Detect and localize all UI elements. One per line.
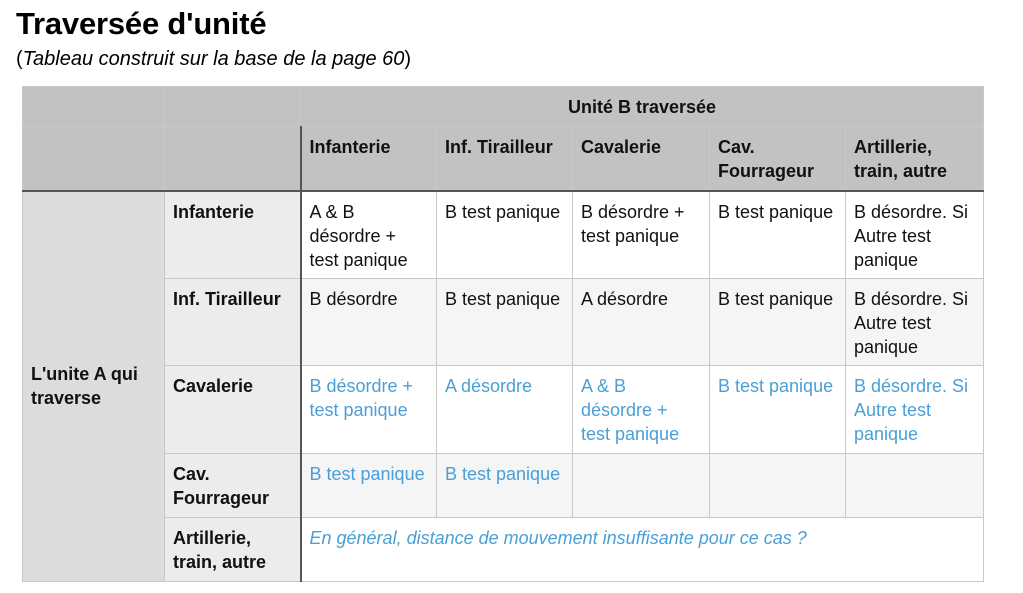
row-header-cavalerie: Cavalerie [165, 366, 301, 454]
table-cell: B désordre. Si Autre test panique [846, 191, 984, 279]
corner-cell-bottom-left [23, 127, 165, 191]
corner-cell-top-right [165, 87, 301, 127]
table-cell: B désordre + test panique [301, 366, 437, 454]
subtitle-open-paren: ( [16, 48, 23, 70]
table-cell: B test panique [437, 454, 573, 518]
column-header-infanterie: Infanterie [301, 127, 437, 191]
page-subtitle [16, 48, 411, 71]
table-cell: B test panique [437, 191, 573, 279]
table-cell: A & B désordre + test panique [301, 191, 437, 279]
table-cell: A désordre [573, 279, 710, 366]
table-cell: B désordre [301, 279, 437, 366]
table-cell: A désordre [437, 366, 573, 454]
column-header-cavalerie: Cavalerie [573, 127, 710, 191]
table-cell: A & B désordre + test panique [573, 366, 710, 454]
row-header-artillerie: Artillerie, train, autre [165, 518, 301, 582]
column-header-inf-tirailleur: Inf. Tirailleur [437, 127, 573, 191]
column-header-cav-fourrageur: Cav. Fourrageur [710, 127, 846, 191]
table-note-cell: En général, distance de mouvement insuffisante pour ce cas ? [301, 518, 984, 582]
table-cell [710, 454, 846, 518]
table-cell: B test panique [710, 279, 846, 366]
table-cell: B test panique [437, 279, 573, 366]
subtitle-close-paren: ) [404, 48, 412, 70]
row-group-header-unit-a: L'unite A qui traverse [23, 191, 165, 582]
row-header-inf-tirailleur: Inf. Tirailleur [165, 279, 301, 366]
column-header-artillerie: Artillerie, train, autre [846, 127, 984, 191]
table-cell: B désordre. Si Autre test panique [846, 279, 984, 366]
table-cell: B test panique [301, 454, 437, 518]
table-cell [573, 454, 710, 518]
table-cell: B test panique [710, 366, 846, 454]
table-cell: B désordre. Si Autre test panique [846, 366, 984, 454]
corner-cell-bottom-right [165, 127, 301, 191]
row-header-infanterie: Infanterie [165, 191, 301, 279]
corner-cell-top-left [23, 87, 165, 127]
group-header-unit-b: Unité B traversée [301, 87, 984, 127]
row-header-cav-fourrageur: Cav. Fourrageur [165, 454, 301, 518]
subtitle-text: Tableau construit sur la base de la page 60 [22, 48, 405, 70]
table-cell: B test panique [710, 191, 846, 279]
page-title: Traversée d'unité [16, 6, 267, 41]
crossing-table [22, 86, 984, 582]
table-cell: B désordre + test panique [573, 191, 710, 279]
table-cell [846, 454, 984, 518]
